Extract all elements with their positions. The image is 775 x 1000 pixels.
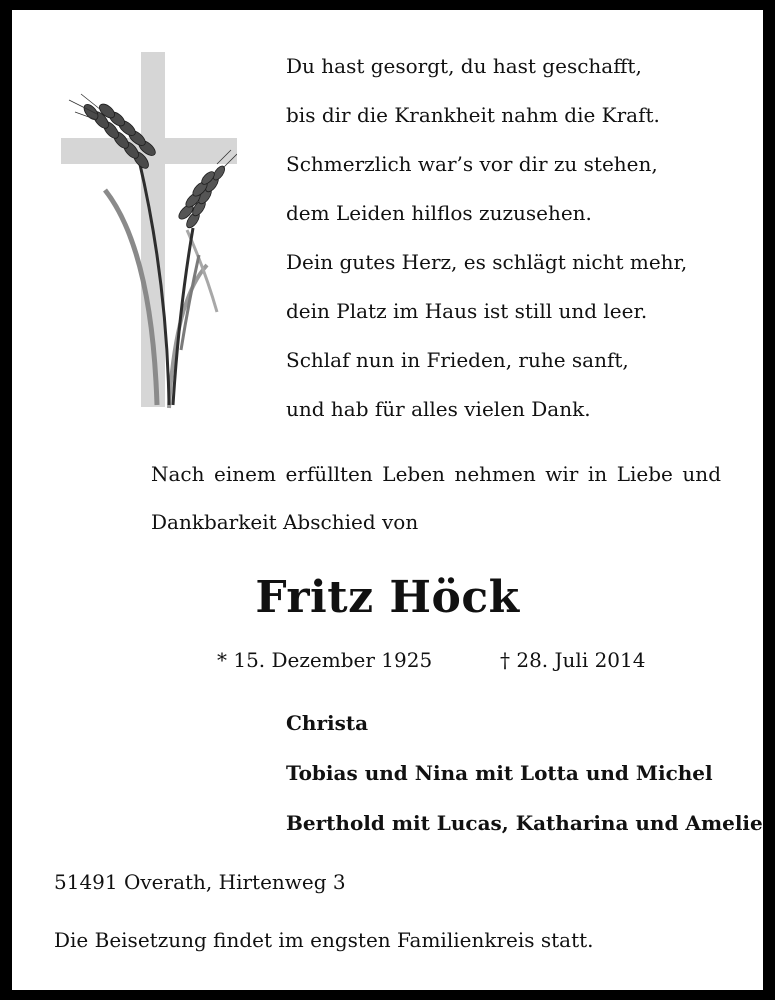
mourner: Berthold mit Lucas, Katharina und Amelie: [286, 811, 763, 835]
mourners-list: [286, 698, 763, 848]
poem-line: dein Platz im Haus ist still und leer.: [286, 299, 648, 323]
poem-line: dem Leiden hilflos zuzusehen.: [286, 201, 592, 225]
poem: [286, 42, 687, 434]
obituary-notice: [12, 10, 763, 990]
poem-line: Schmerzlich war’s vor dir zu stehen,: [286, 152, 658, 176]
deceased-name: Fritz Höck: [255, 572, 520, 623]
death-date: † 28. Juli 2014: [500, 648, 646, 672]
poem-line: und hab für alles vielen Dank.: [286, 397, 591, 421]
funeral-note: Die Beisetzung findet im engsten Familienkreis statt.: [54, 928, 594, 952]
mourner: Christa: [286, 711, 369, 735]
birth-date: * 15. Dezember 1925: [217, 648, 433, 672]
poem-line: Du hast gesorgt, du hast geschafft,: [286, 54, 642, 78]
cross-with-wheat-icon: [57, 50, 237, 410]
farewell-intro: Nach einem erfüllten Leben nehmen wir in Liebe und Dankbarkeit Abschied von: [151, 462, 721, 534]
poem-line: Dein gutes Herz, es schlägt nicht mehr,: [286, 250, 688, 274]
poem-line: Schlaf nun in Frieden, ruhe sanft,: [286, 348, 629, 372]
address: 51491 Overath, Hirtenweg 3: [54, 870, 346, 894]
mourner: Tobias und Nina mit Lotta und Michel: [286, 761, 713, 785]
poem-line: bis dir die Krankheit nahm die Kraft.: [286, 103, 660, 127]
